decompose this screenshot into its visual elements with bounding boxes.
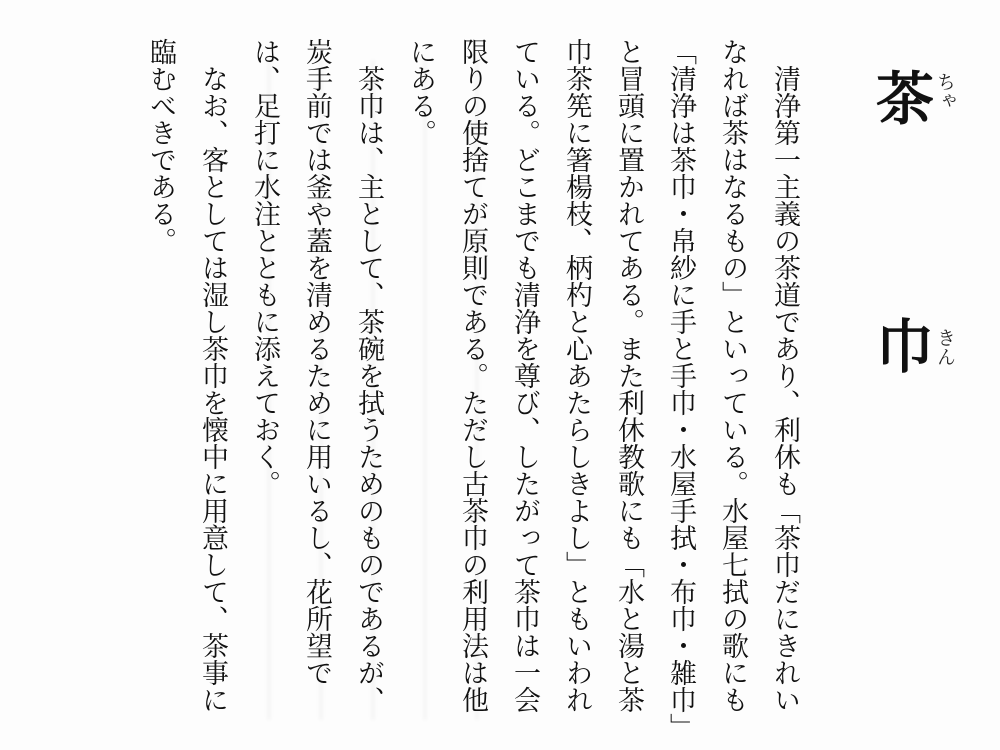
paragraph-3: なお、客としては湿し茶巾を懐中に用意して、茶事に臨むべきである。	[145, 38, 228, 713]
paragraph-2: 茶巾は、主として、茶碗を拭うためのものであるが、炭手前では釜や蓋を清めるために用いるし、花所望では、足打に水注とともに添えておく。	[249, 38, 384, 713]
heading-char-cha: 茶	[876, 65, 935, 133]
vertical-body-text	[145, 38, 810, 728]
heading-ruby-kin: きん	[934, 328, 956, 366]
paragraph-1: 清浄第一主義の茶道であり、利休も「茶巾だにきれいなれば茶はなるもの」といっている。水屋七拭の歌にも「清浄は茶巾・帛紗に手と手巾・水屋手拭・布巾・雑巾」と冒頭に置かれてある。また利休教歌にも「水と湯と茶巾茶筅に箸楊枝、柄杓と心あたらしきよし」ともいわれている。どこまでも清浄を尊び、したがって茶巾は一会限りの使捨てが原則である。ただし古茶巾の利用法は他にある。	[405, 38, 800, 727]
heading-char-kin: 巾	[876, 313, 935, 381]
heading-ruby-cha: ちゃ	[934, 72, 956, 110]
